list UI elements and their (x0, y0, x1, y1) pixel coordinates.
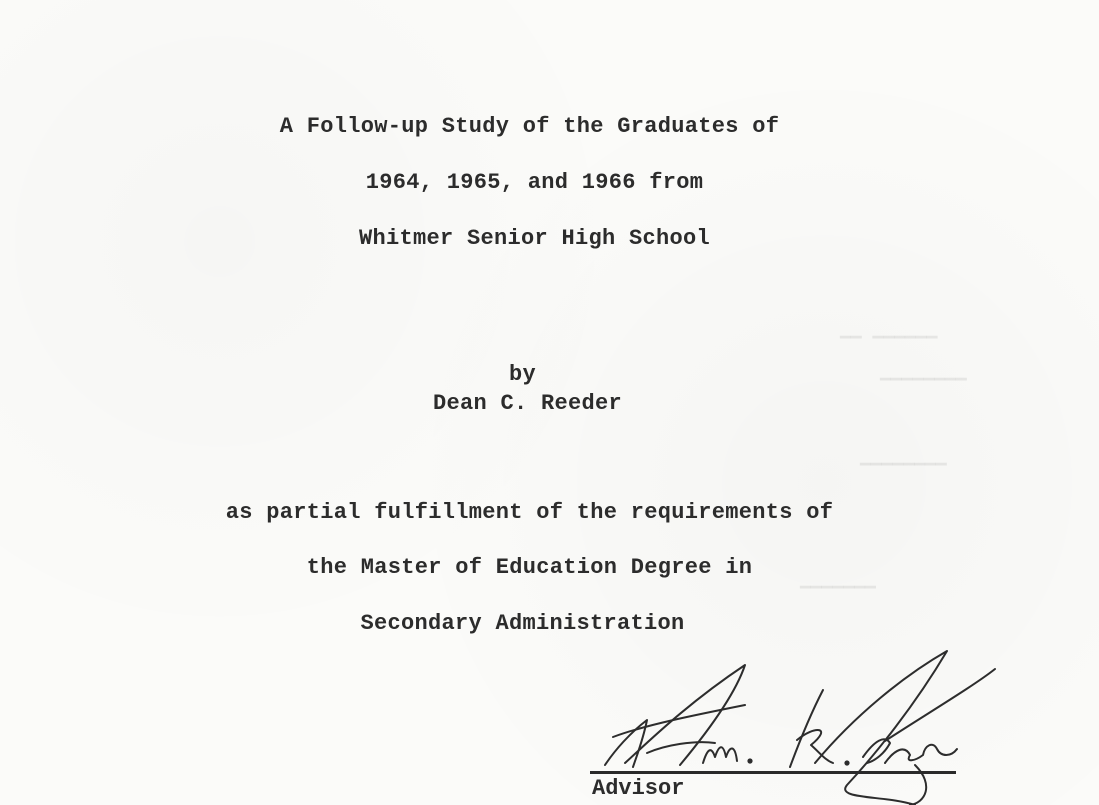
by-label: by (508, 362, 536, 387)
author-name: Dean C. Reeder (432, 391, 623, 416)
bleed-through-text: ▁▁▁▁▁▁▁ (800, 570, 876, 590)
bleed-through-text: ▁▁▁▁▁▁▁▁ (880, 362, 967, 382)
title-line-1: A Follow-up Study of the Graduates of (279, 114, 780, 139)
signature-line (590, 771, 956, 774)
purpose-line-2: the Master of Education Degree in (306, 555, 753, 580)
title-line-2: 1964, 1965, and 1966 from (365, 170, 704, 195)
bleed-through-text: ▁▁▁▁▁▁▁▁ (860, 447, 947, 467)
purpose-line-3: Secondary Administration (360, 611, 685, 636)
purpose-line-1: as partial fulfillment of the requirements of (225, 500, 834, 525)
bleed-through-text: ▁▁ ▁▁▁▁▁▁ (840, 320, 938, 340)
title-line-3: Whitmer Senior High School (358, 226, 711, 251)
advisor-label: Advisor (592, 776, 685, 801)
